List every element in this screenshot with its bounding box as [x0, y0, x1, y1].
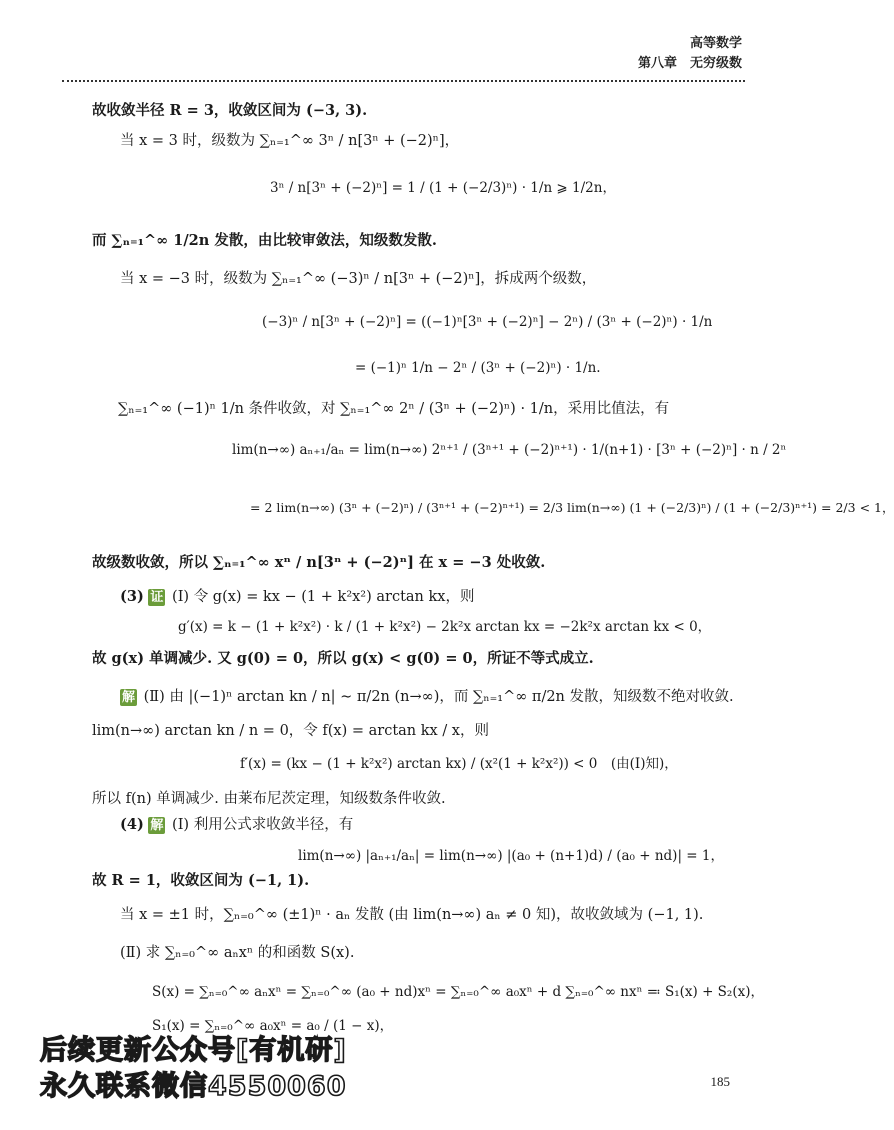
text-line: 而 ∑ₙ₌₁^∞ 1/2n 发散，由比较审敛法，知级数发散. [92, 232, 437, 249]
text-line: 当 x = ±1 时，∑ₙ₌₀^∞ (±1)ⁿ · aₙ 发散 (由 lim(n→∞) aₙ ≠ 0 知)，故收敛域为 (−1, 1). [120, 907, 704, 923]
text-line [120, 686, 734, 708]
text-line: (Ⅱ) 求 ∑ₙ₌₀^∞ aₙxⁿ 的和函数 S(x). [120, 945, 355, 961]
formula-line: S(x) = ∑ₙ₌₀^∞ aₙxⁿ = ∑ₙ₌₀^∞ (a₀ + nd)xⁿ = ∑ₙ₌₀^∞ a₀xⁿ + d ∑ₙ₌₀^∞ nxⁿ ≕ S₁(x) + S₂(x)， [152, 984, 764, 1000]
formula-line: f′(x) = (kx − (1 + k²x²) arctan kx) / (x²(1 + k²x²)) < 0 (由(Ⅰ)知)， [240, 756, 678, 772]
book-title: 高等数学 [689, 36, 742, 51]
text-line [120, 586, 474, 608]
formula-line: g′(x) = k − (1 + k²x²) · k / (1 + k²x²) − 2k²x arctan kx = −2k²x arctan kx < 0， [178, 619, 712, 635]
text-line-content: (Ⅱ) 由 |(−1)ⁿ arctan kn / n| ∼ π/2n (n→∞)，而 ∑ₙ₌₁^∞ π/2n 发散，知级数不绝对收敛. [143, 689, 734, 705]
formula-line: lim(n→∞) |aₙ₊₁/aₙ| = lim(n→∞) |(a₀ + (n+1)d) / (a₀ + nd)| = 1， [298, 848, 724, 864]
text-line: 当 x = 3 时，级数为 ∑ₙ₌₁^∞ 3ⁿ / n[3ⁿ + (−2)ⁿ]， [120, 133, 460, 149]
text-line: lim(n→∞) arctan kn / n = 0，令 f(x) = arctan kx / x，则 [92, 723, 489, 739]
proof-label-icon: 证 [150, 590, 164, 605]
formula-line: = 2 lim(n→∞) (3ⁿ + (−2)ⁿ) / (3ⁿ⁺¹ + (−2)ⁿ⁺¹) = 2/3 lim(n→∞) (1 + (−2/3)ⁿ) / (1 + (−2/3)ⁿ⁺¹) = 2/3 < 1， [250, 500, 894, 515]
text-line: ∑ₙ₌₁^∞ (−1)ⁿ 1/n 条件收敛，对 ∑ₙ₌₁^∞ 2ⁿ / (3ⁿ + (−2)ⁿ) · 1/n，采用比值法，有 [118, 401, 670, 417]
chapter-title: 第八章 无穷级数 [637, 56, 742, 71]
text-line: 故 R = 1，收敛区间为 (−1, 1). [92, 872, 310, 889]
text-line-content: (Ⅰ) 利用公式求收敛半径，有 [172, 817, 354, 833]
text-line: 故收敛半径 R = 3，收敛区间为 (−3, 3). [92, 102, 368, 119]
header-divider [62, 80, 745, 82]
text-line: 所以 f(n) 单调减少. 由莱布尼茨定理，知级数条件收敛. [92, 791, 446, 807]
question-number: (3) [120, 588, 144, 605]
formula-line: S₁(x) = ∑ₙ₌₀^∞ a₀xⁿ = a₀ / (1 − x)， [152, 1018, 394, 1034]
formula-line: lim(n→∞) aₙ₊₁/aₙ = lim(n→∞) 2ⁿ⁺¹ / (3ⁿ⁺¹ + (−2)ⁿ⁺¹) · 1/(n+1) · [3ⁿ + (−2)ⁿ] · n / 2ⁿ [232, 442, 787, 458]
formula-line: (−3)ⁿ / n[3ⁿ + (−2)ⁿ] = ((−1)ⁿ[3ⁿ + (−2)ⁿ] − 2ⁿ) / (3ⁿ + (−2)ⁿ) · 1/n [262, 314, 713, 330]
page-number: 185 [710, 1074, 730, 1089]
text-line: 故级数收敛，所以 ∑ₙ₌₁^∞ xⁿ / n[3ⁿ + (−2)ⁿ] 在 x = −3 处收敛. [92, 554, 546, 571]
formula-line: 3ⁿ / n[3ⁿ + (−2)ⁿ] = 1 / (1 + (−2/3)ⁿ) · 1/n ⩾ 1/2n， [270, 180, 616, 196]
question-number: (4) [120, 816, 144, 833]
formula-line: = (−1)ⁿ 1/n − 2ⁿ / (3ⁿ + (−2)ⁿ) · 1/n. [355, 360, 601, 376]
text-line [120, 814, 353, 836]
watermark-line-1: 后续更新公众号[有机研] [40, 1035, 347, 1066]
text-line: 当 x = −3 时，级数为 ∑ₙ₌₁^∞ (−3)ⁿ / n[3ⁿ + (−2)ⁿ]，拆成两个级数， [120, 271, 597, 287]
solution-label-icon: 解 [150, 818, 164, 833]
watermark-line-2: 永久联系微信4550060 [40, 1071, 347, 1102]
solution-label-icon: 解 [122, 690, 136, 705]
text-line-content: (Ⅰ) 令 g(x) = kx − (1 + k²x²) arctan kx，则 [172, 589, 475, 605]
text-line: 故 g(x) 单调减少. 又 g(0) = 0，所以 g(x) < g(0) = 0，所证不等式成立. [92, 650, 594, 667]
page-header [638, 34, 742, 74]
